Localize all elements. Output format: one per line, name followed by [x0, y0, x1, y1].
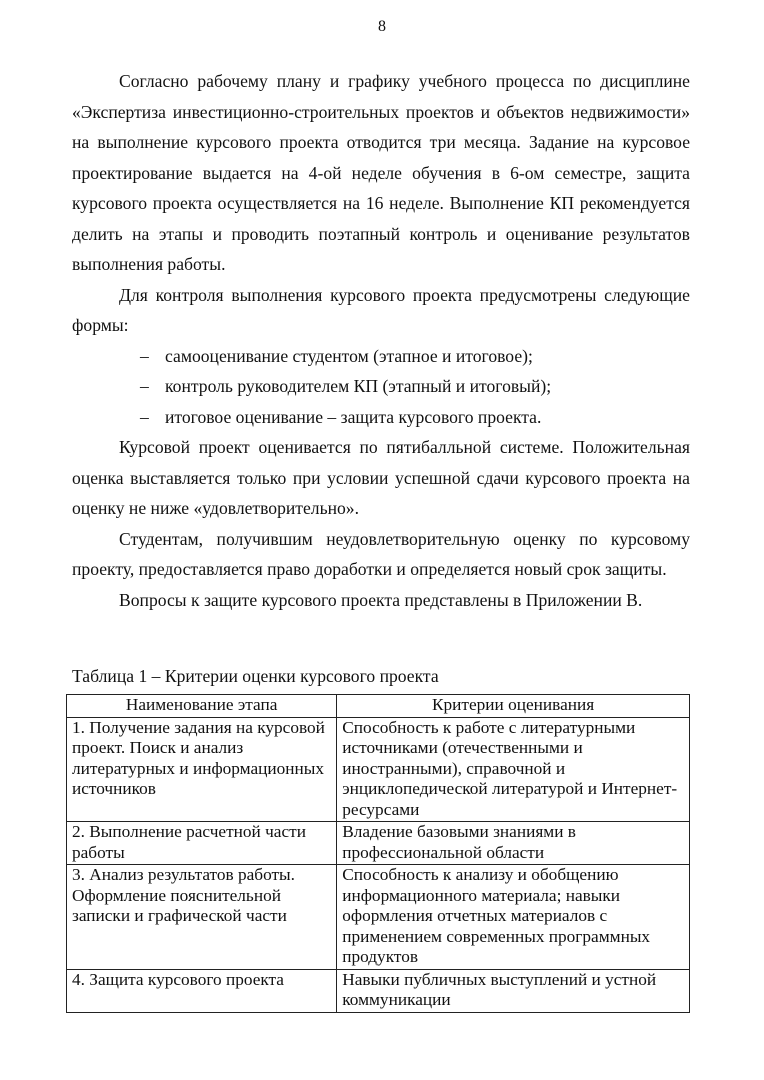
- criteria-table: [66, 694, 690, 1013]
- table-row: [67, 865, 690, 970]
- table-cell-criteria: Владение базовыми знаниями в профессиональной области: [337, 822, 690, 865]
- table-cell-criteria: Способность к анализу и обобщению информационного материала; навыки оформления отчетных материалов с применением современных программных продуктов: [337, 865, 690, 970]
- list-marker: –: [140, 406, 149, 427]
- table-cell-stage: 1. Получение задания на курсовой проект. Поиск и анализ литературных и информационных источников: [67, 717, 337, 822]
- list-marker: –: [140, 376, 149, 396]
- table-row: [67, 717, 690, 822]
- paragraph: Студентам, получившим неудовлетворительную оценку по курсовому проекту, предоставляется право доработки и определяется новый срок защиты.: [72, 528, 690, 579]
- table-row: [67, 822, 690, 865]
- list-item: [72, 402, 690, 433]
- list-item-text: итоговое оценивание – защита курсового проекта.: [165, 406, 542, 427]
- control-forms-list: [72, 341, 690, 433]
- paragraph: Курсовой проект оценивается по пятибалльной системе. Положительная оценка выставляется только при условии успешной сдачи курсового проекта на оценку не ниже «удовлетворительно».: [72, 437, 690, 518]
- list-item-text: контроль руководителем КП (этапный и итоговый);: [165, 376, 552, 396]
- paragraph: Для контроля выполнения курсового проекта предусмотрены следующие формы:: [72, 284, 690, 335]
- header-criteria: Критерии оценивания: [337, 695, 690, 718]
- table-cell-stage: 4. Защита курсового проекта: [67, 969, 337, 1012]
- list-item-text: самооценивание студентом (этапное и итоговое);: [165, 345, 533, 366]
- table-cell-criteria: Навыки публичных выступлений и устной коммуникации: [337, 969, 690, 1012]
- table-header-row: [67, 695, 690, 718]
- list-item: [72, 371, 690, 402]
- table-cell-stage: 3. Анализ результатов работы. Оформление пояснительной записки и графической части: [67, 865, 337, 970]
- paragraph: Согласно рабочему плану и графику учебного процесса по дисциплине «Экспертиза инвестиционно-строительных проектов и объектов недвижимости» на выполнение курсового проекта отводится три месяца. Задание на курсовое проектирование выдается на 4-ой неделе обучения в 6-ом семестре, защита курсового проекта осуществляется на 16 неделе. Выполнение КП рекомендуется делить на этапы и проводить поэтапный контроль и оценивание результатов выполнения работы.: [72, 71, 690, 274]
- list-item: [72, 341, 690, 372]
- table-cell-stage: 2. Выполнение расчетной части работы: [67, 822, 337, 865]
- header-stage: Наименование этапа: [67, 695, 337, 718]
- table-caption: Таблица 1 – Критерии оценки курсового проекта: [72, 666, 439, 686]
- table-cell-criteria: Способность к работе с литературными источниками (отечественными и иностранными), справочной и энциклопедической литературой и Интернет-ресурсами: [337, 717, 690, 822]
- table-row: [67, 969, 690, 1012]
- list-marker: –: [140, 345, 149, 366]
- paragraph: Вопросы к защите курсового проекта представлены в Приложении В.: [119, 589, 643, 610]
- body-text: [72, 66, 690, 615]
- page-number: 8: [378, 18, 386, 35]
